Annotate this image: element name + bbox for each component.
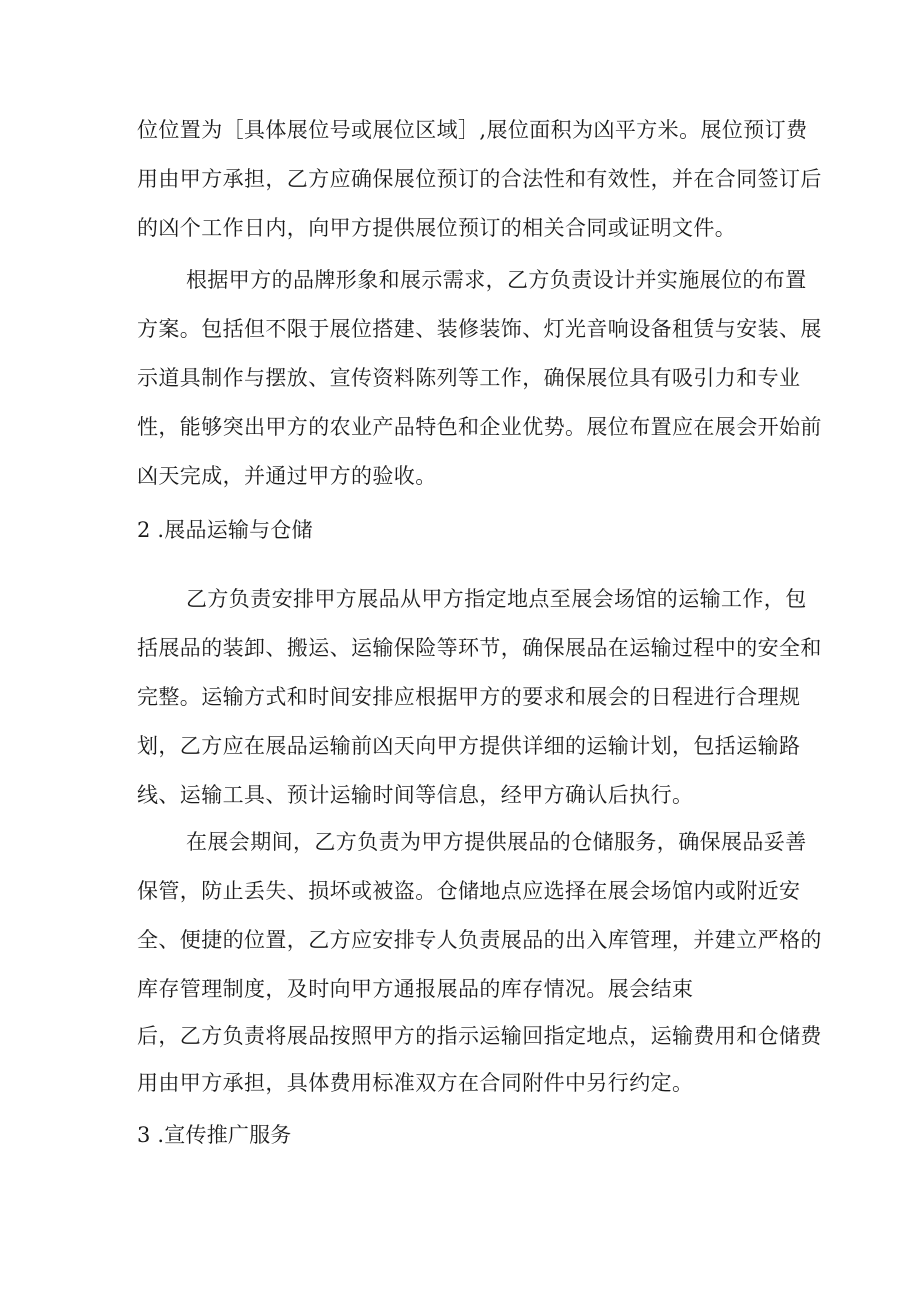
paragraph-2-line-4: 性，能够突出甲方的农业产品特色和企业优势。展位布置应在展会开始前 [137,415,822,439]
paragraph-4-line-4: 库存管理制度，及时向甲方通报展品的库存情况。展会结束 [137,977,694,1001]
paragraph-4-line-6: 用由甲方承担，具体费用标准双方在合同附件中另行约定。 [137,1071,694,1095]
section-heading-3: 3 .宣传推广服务 [137,1123,292,1147]
paragraph-4-line-2: 保管，防止丢失、损坏或被盗。仓储地点应选择在展会场馆内或附近安 [137,879,801,903]
paragraph-1-line-3: 的凶个工作日内，向甲方提供展位预订的相关合同或证明文件。 [137,216,737,240]
paragraph-2-line-2: 方案。包括但不限于展位搭建、装修装饰、灯光音响设备租赁与安装、展 [137,317,822,341]
paragraph-2-line-3: 示道具制作与摆放、宣传资料陈列等工作，确保展位具有吸引力和专业 [137,366,801,390]
paragraph-2-line-5: 凶天完成，并通过甲方的验收。 [137,464,437,488]
paragraph-1-line-2: 用由甲方承担，乙方应确保展位预订的合法性和有效性，并在合同签订后 [137,167,822,191]
paragraph-4-line-1: 在展会期间，乙方负责为甲方提供展品的仓储服务，确保展品妥善 [186,830,807,854]
paragraph-4-line-3: 全、便捷的位置，乙方应安排专人负责展品的出入库管理，并建立严格的 [137,928,822,952]
paragraph-3-line-4: 划，乙方应在展品运输前凶天向甲方提供详细的运输计划，包括运输路 [137,734,801,758]
paragraph-3-line-5: 线、运输工具、预计运输时间等信息，经甲方确认后执行。 [137,783,694,807]
paragraph-3-line-3: 完整。运输方式和时间安排应根据甲方的要求和展会的日程进行合理规 [137,685,801,709]
section-heading-2: 2 .展品运输与仓储 [137,518,313,542]
paragraph-3-line-1: 乙方负责安排甲方展品从甲方指定地点至展会场馆的运输工作，包 [186,587,807,611]
paragraph-1-line-1: 位位置为［具体展位号或展位区域］,展位面积为凶平方米。展位预订费 [137,118,808,142]
paragraph-2-line-1: 根据甲方的品牌形象和展示需求，乙方负责设计并实施展位的布置 [186,268,807,292]
paragraph-4-line-5: 后，乙方负责将展品按照甲方的指示运输回指定地点，运输费用和仓储费 [137,1024,822,1048]
paragraph-3-line-2: 括展品的装卸、搬运、运输保险等环节，确保展品在运输过程中的安全和 [137,636,822,660]
